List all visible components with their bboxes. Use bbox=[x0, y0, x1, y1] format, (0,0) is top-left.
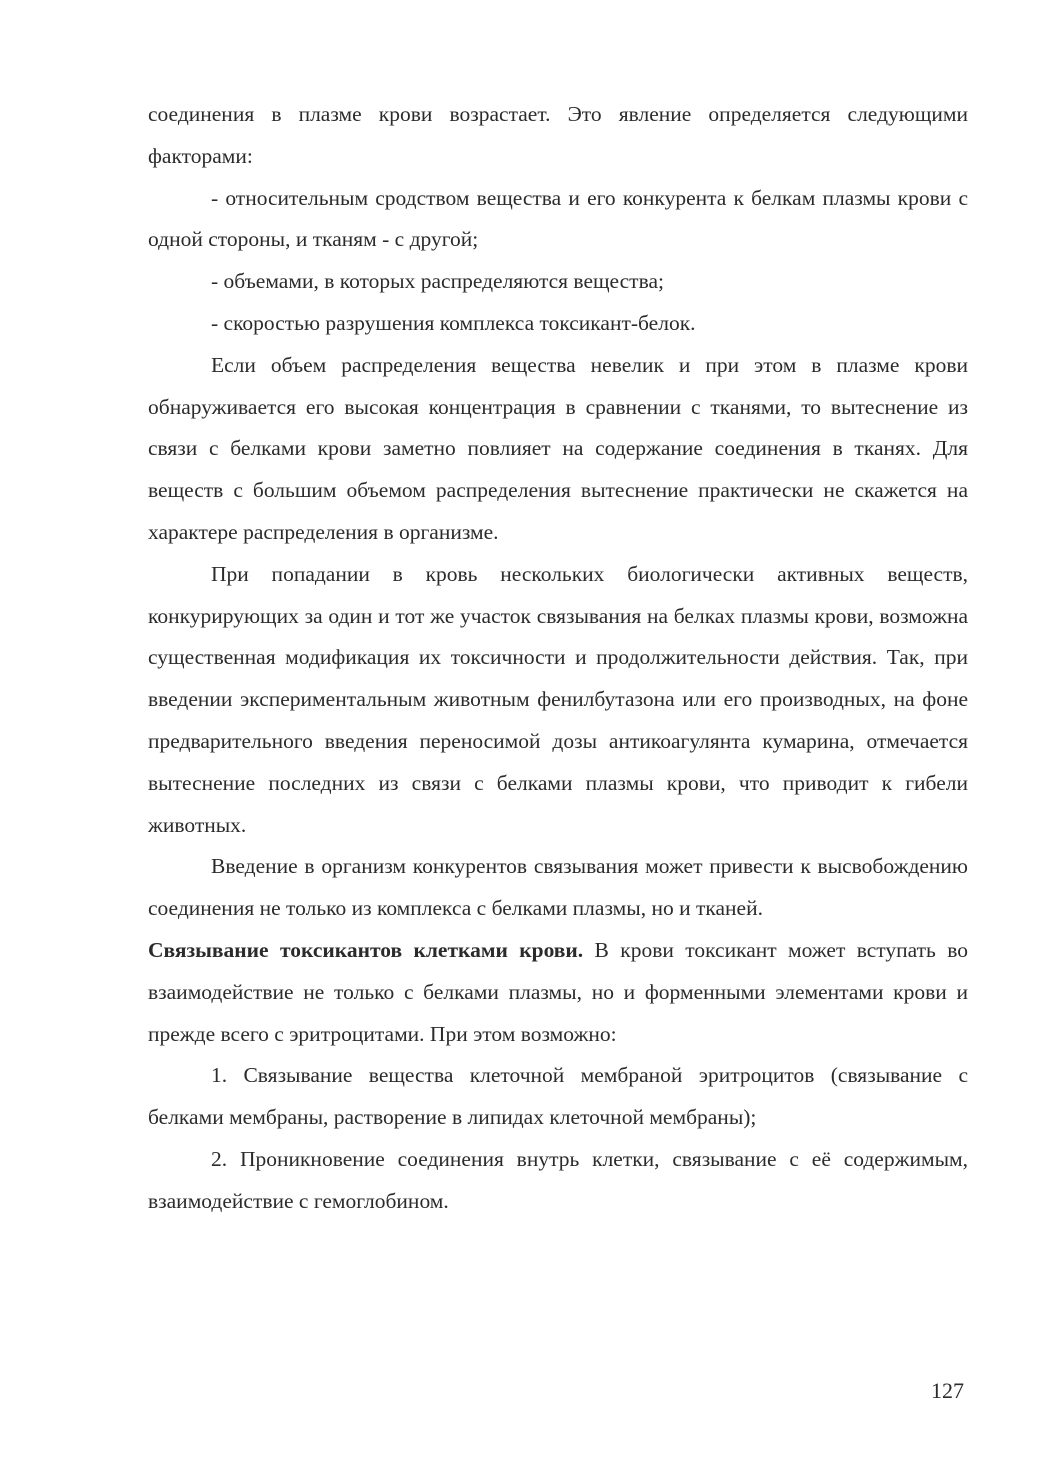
section-heading: Связывание токсикантов клетками крови. bbox=[148, 937, 584, 962]
paragraph-competitors-introduction: Введение в организм конкурентов связывания может привести к высвобождению соединения не только из комплекса с белками плазмы, но и тканей. bbox=[148, 854, 968, 921]
text-body bbox=[148, 94, 968, 1223]
section-paragraph bbox=[148, 930, 968, 1055]
numbered-item-2: 2. Проникновение соединения внутрь клетки, связывание с её содержимым, взаимодействие с гемоглобином. bbox=[148, 1146, 968, 1213]
list-item-affinity: - относительным сродством вещества и его конкурента к белкам плазмы крови с одной стороны, и тканям - с другой; bbox=[148, 185, 968, 252]
paragraph-continuation: соединения в плазме крови возрастает. Это явление определяется следующими факторами: bbox=[148, 102, 968, 168]
section-text: В крови токсикант может вступать во взаимодействие не только с белками плазмы, но и форменными элементами крови и прежде всего с эритроцитами. При этом возможно: bbox=[148, 937, 968, 1046]
page-number: 127 bbox=[931, 1378, 964, 1403]
numbered-item-1: 1. Связывание вещества клеточной мембраной эритроцитов (связывание с белками мембраны, растворение в липидах клеточной мембраны); bbox=[148, 1063, 968, 1130]
list-item-destruction-rate: - скоростью разрушения комплекса токсикант-белок. bbox=[211, 310, 696, 335]
list-item-volumes: - объемами, в которых распределяются вещества; bbox=[211, 269, 664, 294]
paragraph-distribution-volume: Если объем распределения вещества невелик и при этом в плазме крови обнаруживается его высокая концентрация в сравнении с тканями, то вытеснение из связи с белками крови заметно повлияет на содержание соединения в тканях. Для веществ с большим объемом распределения вытеснение практически не скажется на характере распределения в организме. bbox=[148, 352, 968, 544]
paragraph-competition: При попадании в кровь нескольких биологически активных веществ, конкурирующих за один и тот же участок связывания на белках плазмы крови, возможна существенная модификация их токсичности и продолжительности действия. Так, при введении экспериментальным животным фенилбутазона или его производных, на фоне предварительного введения переносимой дозы антикоагулянта кумарина, отмечается вытеснение последних из связи с белками плазмы крови, что приводит к гибели животных. bbox=[148, 561, 968, 837]
